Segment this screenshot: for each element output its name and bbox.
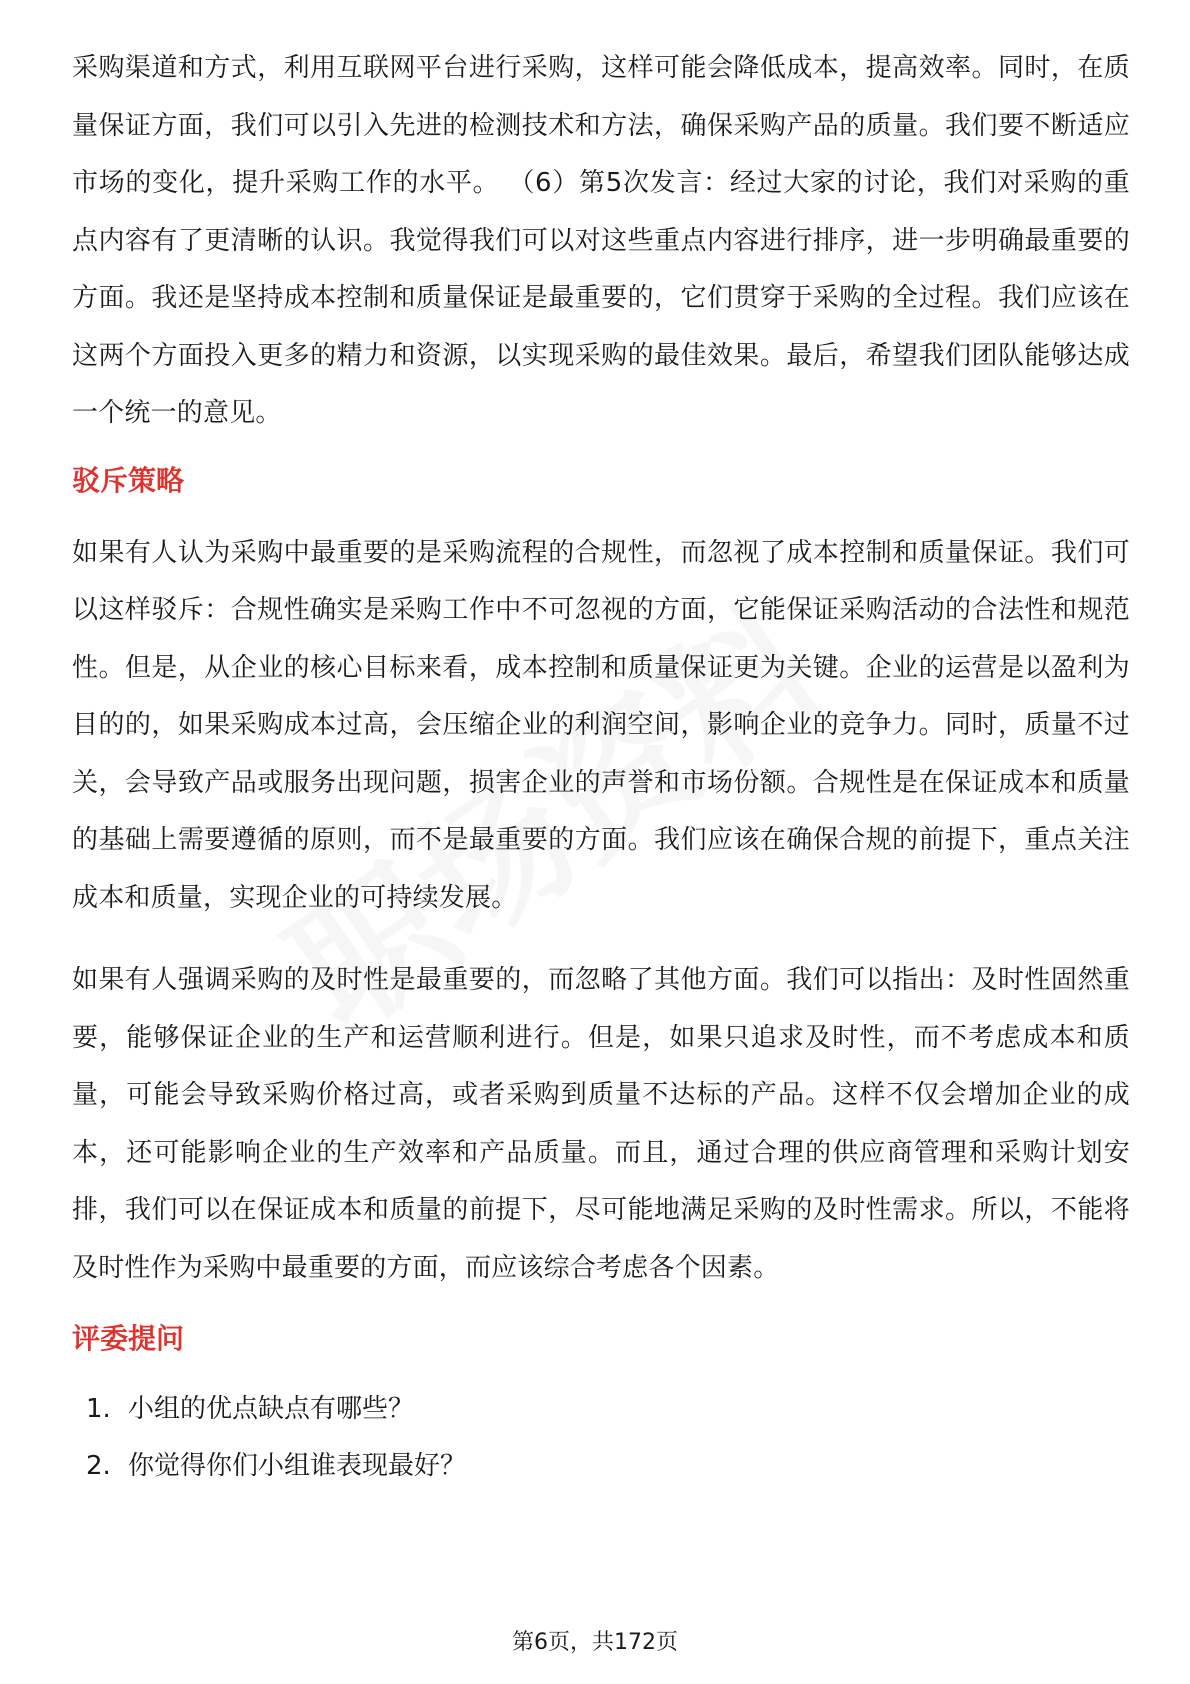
list-item-number: 2. — [86, 1451, 111, 1481]
list-item-text: 小组的优点缺点有哪些？ — [128, 1394, 415, 1424]
list-item-number: 1. — [86, 1394, 111, 1424]
document-page — [72, 40, 1130, 1495]
list-item — [86, 1381, 1130, 1438]
list-item — [86, 1438, 1130, 1495]
list-item-text: 你觉得你们小组谁表现最好？ — [128, 1451, 467, 1481]
rebuttal-heading: 驳斥策略 — [72, 463, 185, 497]
questions-heading: 评委提问 — [72, 1322, 185, 1355]
rebuttal-paragraph-1: 如果有人认为采购中最重要的是采购流程的合规性，而忽视了成本控制和质量保证。我们可以这样驳斥：合规性确实是采购工作中不可忽视的方面，它能保证采购活动的合法性和规范性。但是，从企业的核心目标来看，成本控制和质量保证更为关键。企业的运营是以盈利为目的的，如果采购成本过高，会压缩企业的利润空间，影响企业的竞争力。同时，质量不过关，会导致产品或服务出现问题，损害企业的声誉和市场份额。合规性是在保证成本和质量的基础上需要遵循的原则，而不是最重要的方面。我们应该在确保合规的前提下，重点关注成本和质量，实现企业的可持续发展。 — [72, 537, 1130, 913]
questions-list — [72, 1381, 1130, 1495]
page-number-footer: 第6页，共172页 — [512, 1630, 678, 1655]
intro-paragraph: 采购渠道和方式，利用互联网平台进行采购，这样可能会降低成本，提高效率。同时，在质量保证方面，我们可以引入先进的检测技术和方法，确保采购产品的质量。我们要不断适应市场的变化，提升采购工作的水平。 （6）第5次发言：经过大家的讨论，我们对采购的重点内容有了更清晰的认识。我觉得我们可以对这些重点内容进行排序，进一步明确最重要的方面。我还是坚持成本控制和质量保证是最重要的，它们贯穿于采购的全过程。我们应该在这两个方面投入更多的精力和资源，以实现采购的最佳效果。最后，希望我们团队能够达成一个统一的意见。 — [72, 53, 1130, 428]
rebuttal-paragraph-2: 如果有人强调采购的及时性是最重要的，而忽略了其他方面。我们可以指出：及时性固然重要，能够保证企业的生产和运营顺利进行。但是，如果只追求及时性，而不考虑成本和质量，可能会导致采购价格过高，或者采购到质量不达标的产品。这样不仅会增加企业的成本，还可能影响企业的生产效率和产品质量。而且，通过合理的供应商管理和采购计划安排，我们可以在保证成本和质量的前提下，尽可能地满足采购的及时性需求。所以，不能将及时性作为采购中最重要的方面，而应该综合考虑各个因素。 — [72, 965, 1130, 1283]
